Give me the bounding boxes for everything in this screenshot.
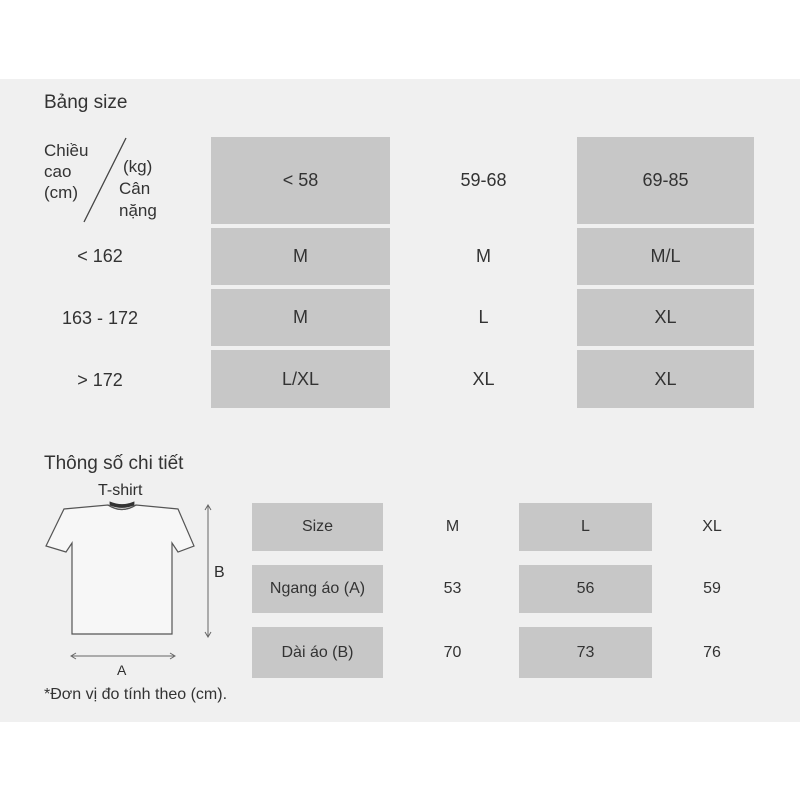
length-marker: B: [214, 564, 225, 581]
size-cell: M: [211, 289, 390, 346]
details-value-cell: 59: [703, 580, 721, 597]
height-label-line1: Chiều: [44, 141, 89, 160]
height-label-line2: cao: [44, 162, 72, 181]
size-cell: XL: [472, 368, 495, 389]
size-cell: M: [476, 246, 491, 266]
size-cell: L: [478, 307, 489, 327]
details-column-header: Size: [252, 503, 383, 551]
tshirt-outline-icon: [46, 505, 194, 634]
size-chart-title: Bảng size: [44, 92, 128, 113]
weight-column-header: < 58: [211, 137, 390, 224]
details-value-cell: 56: [519, 565, 652, 613]
tshirt-label: T-shirt: [98, 482, 143, 499]
collar-tag-icon: [110, 502, 134, 508]
weight-column-header: 69-85: [577, 137, 754, 224]
details-column-header: XL: [702, 518, 722, 535]
height-label-line3: (cm): [44, 183, 78, 202]
details-column-header: M: [445, 518, 460, 535]
details-column-header: L: [519, 503, 652, 551]
size-cell: L/XL: [211, 350, 390, 408]
details-value-cell: 76: [703, 643, 721, 661]
weight-label-line2: Cân: [119, 179, 151, 198]
weight-label-line3: nặng: [119, 201, 157, 220]
size-cell: M: [211, 228, 390, 285]
footnote: *Đơn vị đo tính theo (cm).: [44, 686, 228, 703]
height-row-label: < 162: [77, 246, 123, 266]
weight-label-line1: (kg): [123, 157, 153, 176]
tshirt-diagram: [38, 498, 228, 668]
size-cell: XL: [577, 350, 754, 408]
size-cell: M/L: [577, 228, 754, 285]
width-marker: A: [117, 662, 127, 678]
details-row-label: Ngang áo (A): [252, 565, 383, 613]
details-value-cell: 53: [443, 580, 462, 597]
height-row-label: > 172: [77, 370, 123, 390]
height-row-label: 163 - 172: [61, 308, 139, 328]
details-title: Thông số chi tiết: [44, 453, 184, 474]
size-cell: XL: [577, 289, 754, 346]
details-row-label: Dài áo (B): [252, 627, 383, 678]
details-value-cell: 70: [443, 643, 462, 661]
weight-column-header: 59-68: [460, 170, 507, 190]
details-value-cell: 73: [519, 627, 652, 678]
